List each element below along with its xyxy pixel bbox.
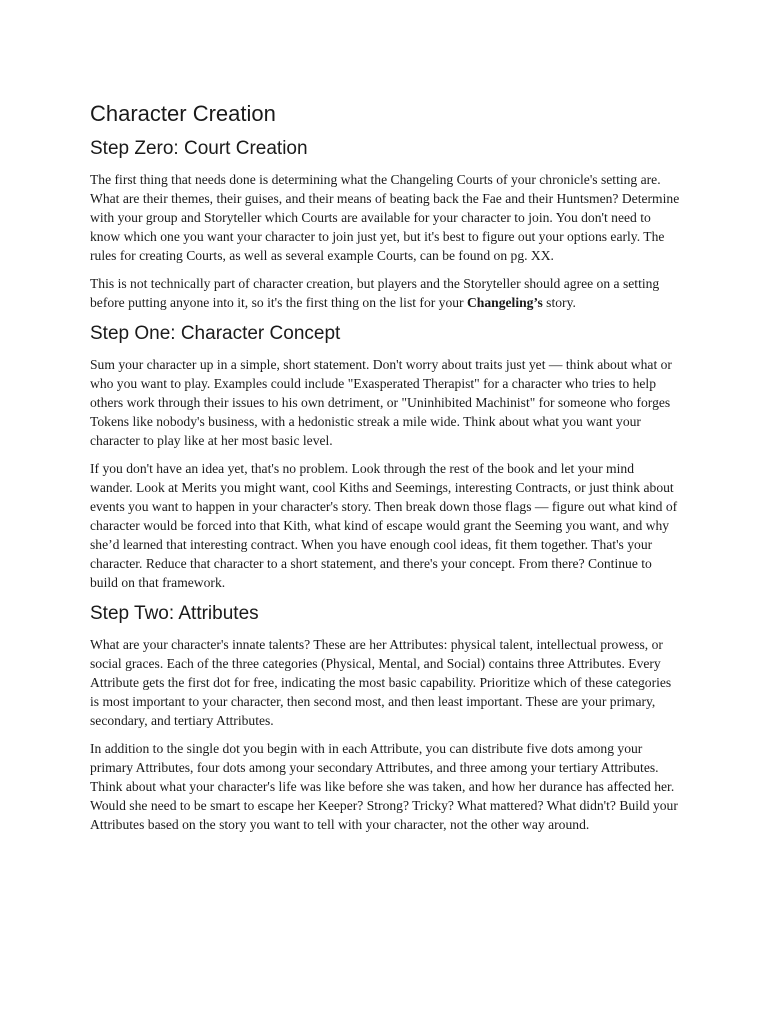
section-step-zero xyxy=(90,136,680,312)
section-step-two xyxy=(90,601,680,834)
document-page xyxy=(90,98,680,843)
paragraph: Sum your character up in a simple, short statement. Don't worry about traits just yet — think about what or who you want to play. Examples could include "Exasperated Therapist" for a character who tries to help others work through their issues to his own detriment, or "Uninhibited Machinist" for someone who forges Tokens like nobody's business, with a hedonistic streak a mile wide. Think about what you want your character to play like at her most basic level. xyxy=(90,357,672,448)
paragraph: What are your character's innate talents? These are her Attributes: physical talent, intellectual prowess, or social graces. Each of the three categories (Physical, Mental, and Social) contains three Attributes. Every Attribute gets the first dot for free, indicating the most basic capability. Prioritize which of these categories is most important to your character, then second most, and then least important. These are your primary, secondary, and tertiary Attributes. xyxy=(90,637,672,728)
section-heading-step-two: Step Two: Attributes xyxy=(90,603,259,624)
paragraph xyxy=(90,274,680,312)
paragraph-text: This is not technically part of character creation, but players and the Storyteller should agree on a setting before putting anyone into it, so it's the first thing on the list for your xyxy=(90,276,660,310)
paragraph: The first thing that needs done is determining what the Changeling Courts of your chronicle's setting are. What are their themes, their guises, and their means of beating back the Fae and their Huntsmen? Determine with your group and Storyteller which Courts are available for your character to join. You don't need to know which one you want your character to join just yet, but it's best to figure out your options early. The rules for creating Courts, as well as several example Courts, can be found on pg. XX. xyxy=(90,172,680,263)
paragraph: If you don't have an idea yet, that's no problem. Look through the rest of the book and let your mind wander. Look at Merits you might want, cool Kiths and Seemings, interesting Contracts, or just think about events you want to happen in your character's story. Then break down those flags — figure out what kind of character would be forced into that Kith, what kind of escape would grant the Seeming you want, and why she’d learned that interesting contract. When you have enough cool ideas, fit them together. That's your character. Reduce that character to a short statement, and there's your concept. From there? Continue to build on that framework. xyxy=(90,461,678,590)
section-heading-step-zero: Step Zero: Court Creation xyxy=(90,138,308,159)
paragraph-text: story. xyxy=(542,295,576,310)
section-step-one xyxy=(90,321,680,592)
document-title: Character Creation xyxy=(90,101,276,126)
section-heading-step-one: Step One: Character Concept xyxy=(90,323,341,344)
paragraph: In addition to the single dot you begin with in each Attribute, you can distribute five dots among your primary Attributes, four dots among your secondary Attributes, and three among your tertiary Attributes. Think about what your character's life was like before she was taken, and how her durance has affected her. Would she need to be smart to escape her Keeper? Strong? Tricky? What mattered? What didn't? Build your Attributes based on the story you want to tell with your character, not the other way around. xyxy=(90,741,678,832)
bold-text: Changeling’s xyxy=(466,295,543,310)
